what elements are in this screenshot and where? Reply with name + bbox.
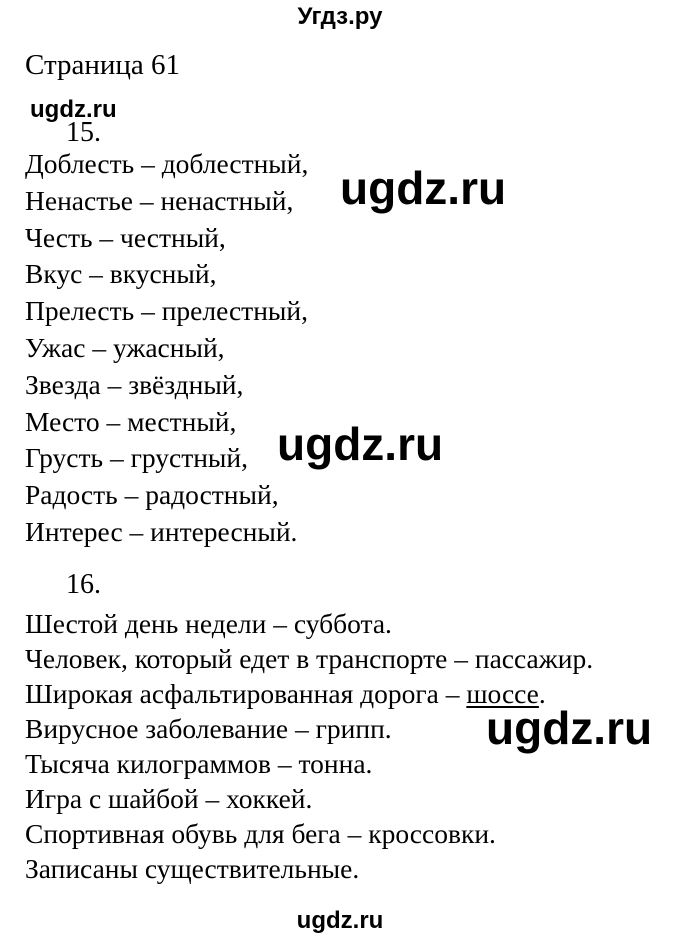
exercise-16-line: Спортивная обувь для бега – кроссовки. — [25, 818, 496, 849]
watermark-large: ugdz.ru — [486, 702, 653, 754]
watermark-large: ugdz.ru — [277, 418, 444, 470]
exercise-16-line: Игра с шайбой – хоккей. — [25, 783, 313, 814]
exercise-15-line: Грусть – грустный, — [25, 442, 248, 474]
exercise-15-line: Прелесть – прелестный, — [25, 295, 308, 327]
exercise-15-line: Ужас – ужасный, — [25, 331, 225, 363]
exercise-15-number: 15. — [66, 117, 101, 148]
exercise-16-line: Тысяча килограммов – тонна. — [25, 748, 373, 779]
exercise-15-line: Звезда – звёздный, — [25, 368, 244, 400]
watermark-large: ugdz.ru — [340, 162, 507, 214]
exercise-16-number: 16. — [66, 569, 101, 600]
exercise-15-list — [25, 146, 308, 551]
exercise-16-line: Шестой день недели – суббота. — [25, 608, 392, 639]
exercise-15-line: Честь – честный, — [25, 221, 226, 253]
exercise-15-line: Место – местный, — [25, 405, 237, 437]
line-suffix: . — [538, 678, 546, 709]
site-header: Угдз.ру — [297, 3, 383, 30]
exercise-16-line: Записаны существительные. — [25, 853, 360, 884]
exercise-16-line: Вирусное заболевание – грипп. — [25, 713, 392, 744]
line-prefix: Широкая асфальтированная дорога – — [25, 678, 467, 709]
site-footer: ugdz.ru — [296, 907, 384, 934]
exercise-15-line: Интерес – интересный. — [25, 515, 298, 547]
underlined-word: шоссе — [466, 678, 539, 709]
exercise-16-line: Человек, который едет в транспорте – пассажир. — [25, 643, 594, 674]
exercise-15-line: Ненастье – ненастный, — [25, 184, 294, 216]
exercise-15-line: Вкус – вкусный, — [25, 258, 217, 290]
exercise-15-line: Доблесть – доблестный, — [25, 148, 309, 179]
exercise-15-line: Радость – радостный, — [25, 479, 279, 511]
page-title: Страница 61 — [25, 49, 181, 81]
watermark-small: ugdz.ru — [30, 96, 117, 123]
